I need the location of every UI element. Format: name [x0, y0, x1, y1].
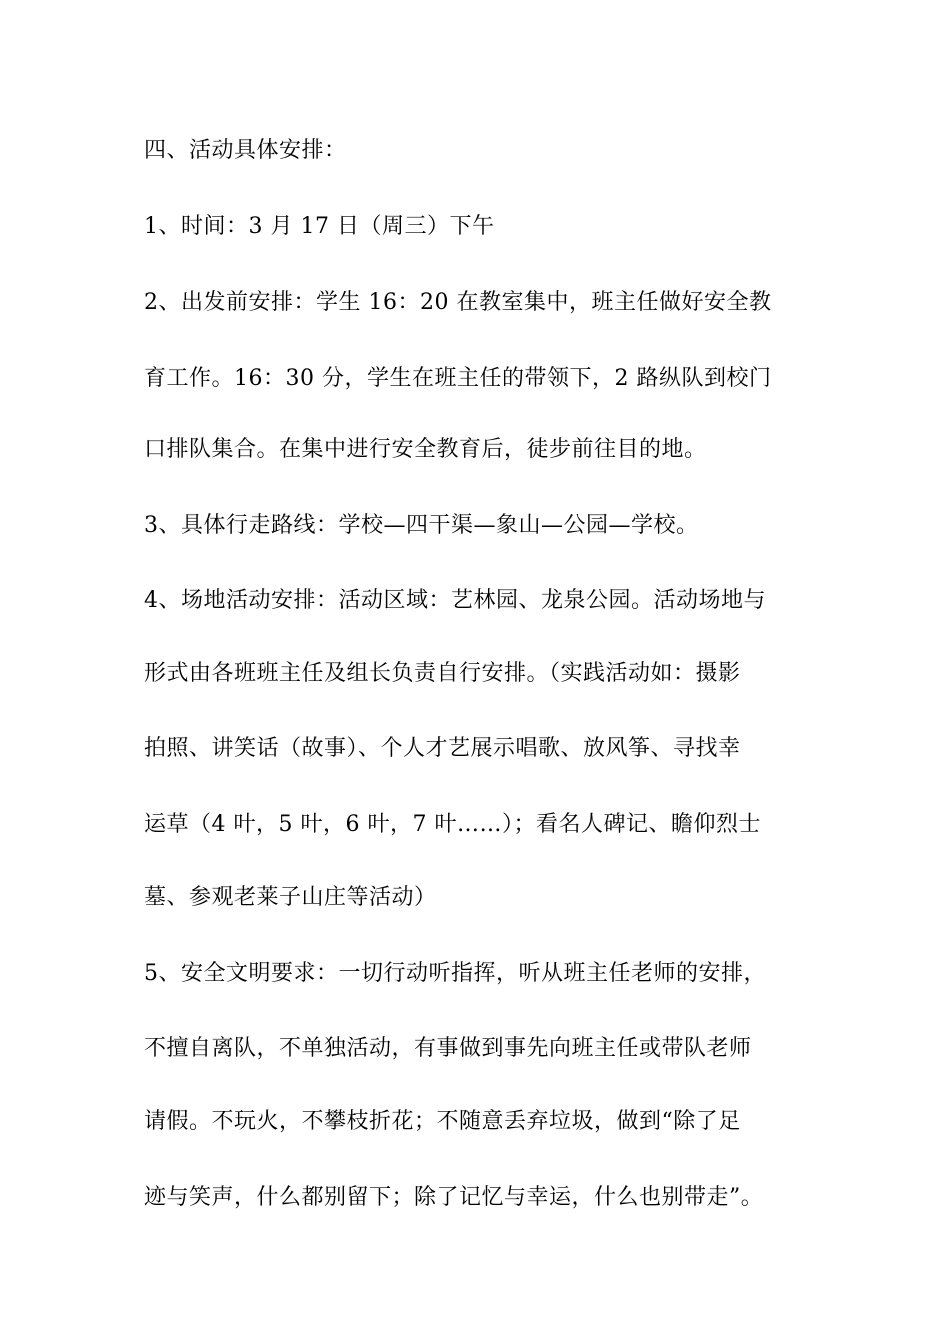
paragraph-line: 请假。不玩火，不攀枝折花；不随意丢弃垃圾，做到“除了足 — [144, 1109, 741, 1134]
paragraph-line: 5、安全文明要求：一切行动听指挥，听从班主任老师的安排， — [144, 961, 766, 986]
paragraph-line: 墓、参观老莱子山庄等活动） — [144, 885, 437, 910]
paragraph-line: 形式由各班班主任及组长负责自行安排。（实践活动如：摄影 — [144, 661, 741, 686]
paragraph-line: 1、时间：3 月 17 日（周三）下午 — [144, 214, 495, 239]
paragraph-line: 2、出发前安排：学生 16：20 在教室集中，班主任做好安全教 — [144, 290, 772, 315]
paragraph-line: 口排队集合。在集中进行安全教育后，徒步前往目的地。 — [144, 437, 707, 462]
paragraph-line: 拍照、讲笑话（故事）、个人才艺展示唱歌、放风筝、寻找幸 — [144, 736, 741, 761]
paragraph-line: 不擅自离队，不单独活动，有事做到事先向班主任或带队老师 — [144, 1036, 752, 1061]
paragraph-line: 育工作。16：30 分，学生在班主任的带领下，2 路纵队到校门 — [144, 366, 772, 391]
section-heading: 四、活动具体安排： — [144, 138, 347, 163]
paragraph-line: 3、具体行走路线：学校—四干渠—象山—公园—学校。 — [144, 513, 699, 538]
paragraph-line: 4、场地活动安排：活动区域：艺林园、龙泉公园。活动场地与 — [144, 588, 766, 613]
paragraph-line: 迹与笑声，什么都别留下；除了记忆与幸运，什么也别带走”。 — [144, 1185, 764, 1210]
paragraph-line: 运草（4 叶，5 叶，6 叶，7 叶……）；看名人碑记、瞻仰烈士 — [144, 812, 761, 837]
